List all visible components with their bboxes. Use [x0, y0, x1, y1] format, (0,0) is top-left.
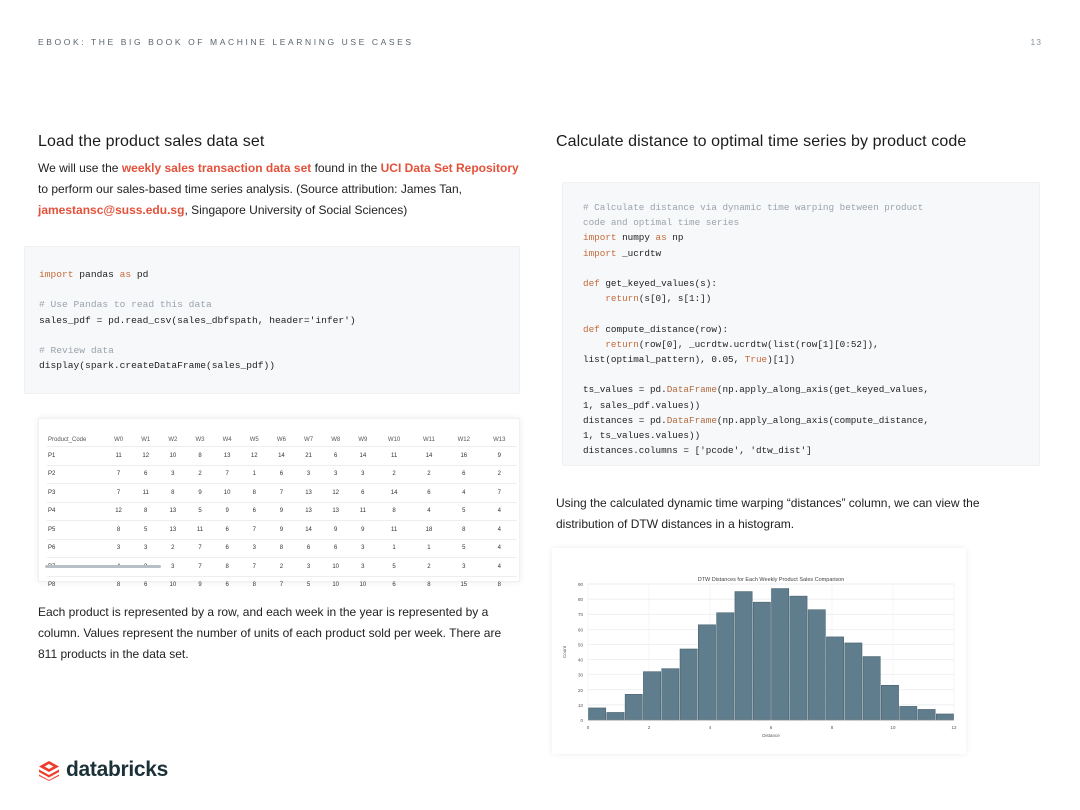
table-header-row [47, 433, 517, 447]
x-tick-label: 8 [830, 725, 834, 730]
table-cell: 7 [241, 558, 268, 577]
code-text: display(spark.createDataFrame(sales_pdf)) [39, 360, 276, 372]
table-cell: 2 [186, 465, 213, 484]
histogram-bar [698, 625, 715, 720]
table-cell: 5 [186, 502, 213, 521]
table-cell: 14 [412, 447, 446, 466]
table-cell: 9 [186, 484, 213, 503]
table-row [47, 484, 517, 503]
table-row [47, 465, 517, 484]
y-axis-label: Count [562, 645, 567, 659]
table-cell: 11 [105, 447, 132, 466]
histogram-bar [881, 685, 898, 720]
histogram-bar [863, 657, 880, 720]
y-tick-label: 90 [577, 582, 583, 587]
table-cell: 7 [105, 484, 132, 503]
table-cell: 6 [322, 447, 349, 466]
code-comment: code and optimal time series [583, 217, 740, 229]
code-text: sales_pdf = pd.read_csv(sales_dbfspath, header='infer') [39, 314, 356, 326]
code-text: )[1]) [767, 354, 796, 366]
code-text: (np.apply_along_axis(get_keyed_values, [716, 384, 929, 396]
table-cell: 8 [241, 576, 268, 594]
table-cell: 13 [295, 502, 322, 521]
table-cell: P6 [47, 539, 105, 558]
databricks-logo-icon [38, 759, 60, 781]
y-tick-label: 10 [577, 702, 583, 708]
table-cell: 2 [412, 558, 446, 577]
table-cell: 6 [214, 576, 241, 594]
column-header[interactable]: W9 [358, 436, 368, 443]
right-column [556, 133, 1041, 151]
histogram-bar [936, 714, 953, 720]
code-keyword: import [583, 232, 617, 244]
table-cell: 5 [295, 576, 322, 594]
code-text: (s[0], s[1:]) [638, 293, 712, 305]
table-cell: 5 [376, 558, 411, 577]
summary-paragraph: Each product is represented by a row, and each week in the year is represented by a column. Values represent the number of units of each product sold per week. There are 811 products in the data set. [38, 605, 502, 661]
table-cell: 3 [322, 465, 349, 484]
distance-heading: Calculate distance to optimal time series by product code [556, 133, 967, 150]
histogram-bar [900, 706, 917, 720]
code-keyword: as [655, 232, 667, 244]
table-cell: 8 [446, 521, 481, 540]
table-cell: 12 [322, 484, 349, 503]
brand-name: databricks [66, 758, 169, 781]
page-number: 13 [1030, 37, 1042, 47]
code-keyword: import [39, 269, 74, 280]
table-cell: 13 [214, 447, 241, 466]
code-text: (np.apply_along_axis(compute_distance, [716, 414, 929, 426]
table-cell: 18 [412, 521, 446, 540]
code-text: get_keyed_values(s): [599, 278, 717, 290]
intro-text: , Singapore University of Social Sciences) [184, 203, 408, 217]
table-cell: 8 [159, 484, 186, 503]
table-cell: 8 [105, 521, 132, 540]
table-cell: 3 [241, 539, 268, 558]
table-cell: 7 [482, 484, 518, 503]
table-cell: P5 [47, 521, 105, 540]
table-row [47, 539, 517, 558]
column-header[interactable]: W1 [141, 436, 151, 443]
column-header[interactable]: W0 [114, 436, 124, 443]
table-cell: 6 [349, 484, 376, 503]
table-cell: P4 [47, 502, 105, 521]
table-cell: 8 [186, 447, 213, 466]
weekly-sales-link[interactable]: weekly sales transaction data set [121, 161, 312, 175]
y-tick-label: 50 [577, 642, 583, 648]
table-cell: 9 [214, 502, 241, 521]
code-comment: # Calculate distance via dynamic time warping between product [583, 202, 924, 213]
x-tick-label: 12 [951, 725, 957, 730]
left-column [38, 133, 524, 221]
table-cell: 13 [322, 502, 349, 521]
table-cell: 12 [132, 447, 159, 466]
code-keyword: def [583, 278, 600, 290]
column-header[interactable]: W4 [222, 436, 232, 443]
table-row [47, 447, 517, 466]
table-cell: 4 [482, 558, 518, 577]
histogram-panel [552, 548, 966, 754]
histogram-bar [918, 709, 935, 720]
table-cell: 10 [214, 484, 241, 503]
code-text: (row[0], _ucrdtw.ucrdtw(list(row[1][0:52]), [638, 338, 879, 350]
table-cell: 1 [241, 465, 268, 484]
table-cell: P1 [47, 447, 105, 466]
histogram-bar [589, 708, 606, 720]
table-cell: 12 [241, 447, 268, 466]
table-row [47, 502, 517, 521]
table-row [47, 521, 517, 540]
table-cell: 13 [159, 521, 186, 540]
table-cell: 8 [412, 576, 446, 594]
table-cell: 10 [349, 576, 376, 594]
table-cell: 1 [376, 539, 411, 558]
table-cell: P2 [47, 465, 105, 484]
table-cell: P8 [47, 576, 105, 594]
x-tick-label: 2 [647, 725, 651, 730]
distance-code-block [562, 182, 1040, 466]
code-function: DataFrame [666, 414, 717, 426]
table-cell: 10 [159, 447, 186, 466]
table-cell: 6 [295, 539, 322, 558]
code-text: distances.columns = ['pcode', 'dtw_dist'] [583, 445, 812, 457]
code-text: 1, ts_values.values)) [583, 430, 701, 442]
x-axis-label: Distance [762, 733, 780, 738]
histogram-bar [772, 589, 789, 720]
code-function: DataFrame [666, 384, 717, 396]
table-cell: 3 [295, 558, 322, 577]
table-cell: 2 [159, 539, 186, 558]
code-keyword: import [583, 247, 617, 259]
code-keyword: True [744, 354, 768, 366]
column-header[interactable]: W10 [387, 436, 401, 443]
table-cell: 3 [446, 558, 481, 577]
y-tick-label: 80 [577, 597, 583, 603]
table-cell: 6 [446, 465, 481, 484]
table-cell: 9 [482, 447, 518, 466]
x-tick-label: 4 [708, 725, 712, 730]
ebook-header: EBOOK: THE BIG BOOK OF MACHINE LEARNING USE CASES [38, 37, 414, 47]
table-cell: 5 [446, 502, 481, 521]
code-comment: # Use Pandas to read this data [39, 299, 212, 311]
code-keyword: return [605, 293, 639, 305]
x-tick-label: 6 [769, 725, 773, 730]
table-cell: 14 [376, 484, 411, 503]
code-text: list(optimal_pattern), 0.05, [583, 354, 745, 366]
column-header[interactable]: W5 [249, 436, 259, 443]
table-cell: 16 [446, 447, 481, 466]
histogram-bar [826, 637, 843, 720]
table-cell: 4 [412, 502, 446, 521]
table-cell: 14 [295, 521, 322, 540]
histogram-bar [845, 643, 862, 720]
column-header[interactable]: W13 [493, 436, 506, 443]
column-header[interactable]: W12 [457, 436, 470, 443]
table-cell: 7 [105, 465, 132, 484]
code-comment: # Review data [39, 345, 114, 357]
table-cell: 6 [412, 484, 446, 503]
table-cell: 4 [482, 539, 518, 558]
table-cell: 2 [412, 465, 446, 484]
table-cell: 9 [322, 521, 349, 540]
table-cell: 8 [482, 576, 518, 594]
table-cell: 11 [349, 502, 376, 521]
table-cell: 9 [186, 576, 213, 594]
table-cell: 4 [482, 521, 518, 540]
table-cell: 3 [295, 465, 322, 484]
column-header[interactable]: W11 [423, 436, 435, 443]
histogram-bar [680, 649, 697, 720]
table-cell: 6 [376, 576, 411, 594]
histogram-bar [735, 592, 752, 720]
table-cell: 11 [186, 521, 213, 540]
intro-text: to perform our sales-based time series analysis. (Source attribution: James Tan, [38, 182, 462, 196]
table-cell: 3 [159, 558, 186, 577]
table-cell: 13 [295, 484, 322, 503]
table-cell: 6 [132, 465, 159, 484]
histogram-bar [607, 712, 624, 720]
y-tick-label: 60 [577, 627, 583, 633]
databricks-logo [38, 758, 168, 782]
histogram-bar [625, 694, 642, 720]
table-cell: 6 [214, 539, 241, 558]
column-header[interactable]: W2 [168, 436, 178, 443]
sales-data-table [38, 418, 520, 589]
x-tick-label: 0 [586, 725, 590, 730]
code-text: 1, sales_pdf.values)) [583, 399, 701, 411]
table-cell: 10 [159, 576, 186, 594]
table-cell: 2 [482, 465, 518, 484]
code-text: pd [131, 269, 149, 280]
table-cell: 4 [482, 502, 518, 521]
code-keyword: def [583, 323, 600, 335]
table-cell: 7 [214, 465, 241, 484]
dtw-histogram [552, 548, 966, 754]
column-header[interactable]: W6 [276, 436, 286, 443]
table-cell: 7 [186, 558, 213, 577]
load-heading: Load the product sales data set [38, 133, 265, 150]
table-cell: 7 [241, 521, 268, 540]
table-cell: 11 [376, 521, 411, 540]
column-header[interactable]: W3 [195, 436, 205, 443]
histogram-bar [753, 602, 770, 720]
table-cell: 5 [132, 521, 159, 540]
table-cell: 14 [349, 447, 376, 466]
uci-repository-link[interactable]: UCI Data Set Repository [380, 161, 519, 175]
code-keyword: as [119, 269, 132, 280]
code-keyword: return [605, 338, 639, 350]
email-link[interactable]: jamestansc@suss.edu.sg [38, 203, 185, 217]
table-cell: 12 [105, 502, 132, 521]
table-cell: 6 [268, 465, 295, 484]
table-cell: 7 [268, 484, 295, 503]
table-cell: 3 [159, 465, 186, 484]
table-cell: 4 [446, 484, 481, 503]
table-cell: 9 [268, 502, 295, 521]
table-cell: 7 [186, 539, 213, 558]
histogram-bar [808, 610, 825, 720]
table-cell: 10 [322, 558, 349, 577]
column-header[interactable]: Product_Code [48, 436, 87, 443]
code-text: _ucrdtw [616, 247, 662, 259]
y-tick-label: 0 [580, 718, 583, 723]
histogram-bar [662, 669, 679, 720]
table-cell: 14 [268, 447, 295, 466]
table-cell: 8 [376, 502, 411, 521]
load-code-block [24, 246, 520, 394]
column-header[interactable]: W7 [304, 436, 314, 443]
table-cell: 3 [349, 558, 376, 577]
table-cell: 6 [214, 521, 241, 540]
y-tick-label: 70 [577, 612, 583, 618]
table-cell: 5 [446, 539, 481, 558]
table-cell: 11 [132, 484, 159, 503]
code-text: numpy [616, 232, 656, 244]
histogram-description: Using the calculated dynamic time warping “distances” column, we can view the distribution of DTW distances in a histogram. [556, 496, 980, 531]
code-text: pandas [73, 269, 120, 280]
table-cell: 3 [132, 539, 159, 558]
table-cell: 11 [376, 447, 411, 466]
code-text: np [666, 232, 684, 244]
table-cell: 2 [376, 465, 411, 484]
intro-paragraph [38, 158, 524, 221]
table-cell: 8 [268, 539, 295, 558]
y-tick-label: 20 [577, 687, 583, 693]
code-text: distances = pd. [583, 414, 667, 426]
code-text: compute_distance(row): [599, 323, 729, 335]
y-tick-label: 40 [577, 657, 583, 663]
table-scrollbar[interactable] [45, 565, 161, 568]
table-cell: 9 [349, 521, 376, 540]
table-cell: 8 [214, 558, 241, 577]
table-cell: 13 [159, 502, 186, 521]
table-cell: 10 [322, 576, 349, 594]
table-cell: 1 [412, 539, 446, 558]
table-cell: P3 [47, 484, 105, 503]
histogram-bar [717, 613, 734, 720]
table-cell: 2 [268, 558, 295, 577]
table-cell: 3 [349, 465, 376, 484]
histogram-bar [643, 672, 660, 720]
intro-text: found in the [311, 161, 381, 175]
table-cell: 3 [105, 539, 132, 558]
data-table [47, 433, 517, 594]
table-cell: 9 [268, 521, 295, 540]
y-tick-label: 30 [577, 672, 583, 678]
table-cell: 6 [322, 539, 349, 558]
table-cell: 3 [349, 539, 376, 558]
chart-title: DTW Distances for Each Weekly Product Sales Comparison [697, 577, 845, 583]
column-header[interactable]: W8 [331, 436, 341, 443]
table-cell: 8 [241, 484, 268, 503]
table-cell: 15 [446, 576, 481, 594]
table-cell: 6 [132, 576, 159, 594]
table-cell: 21 [295, 447, 322, 466]
histogram-bar [790, 596, 807, 720]
table-cell: 7 [268, 576, 295, 594]
table-body [47, 447, 517, 595]
code-text: ts_values = pd. [583, 384, 667, 396]
table-cell: 8 [132, 502, 159, 521]
table-row [47, 576, 517, 594]
table-cell: 8 [105, 576, 132, 594]
table-cell: 6 [241, 502, 268, 521]
x-tick-label: 10 [890, 725, 896, 730]
intro-text: We will use the [38, 161, 122, 175]
